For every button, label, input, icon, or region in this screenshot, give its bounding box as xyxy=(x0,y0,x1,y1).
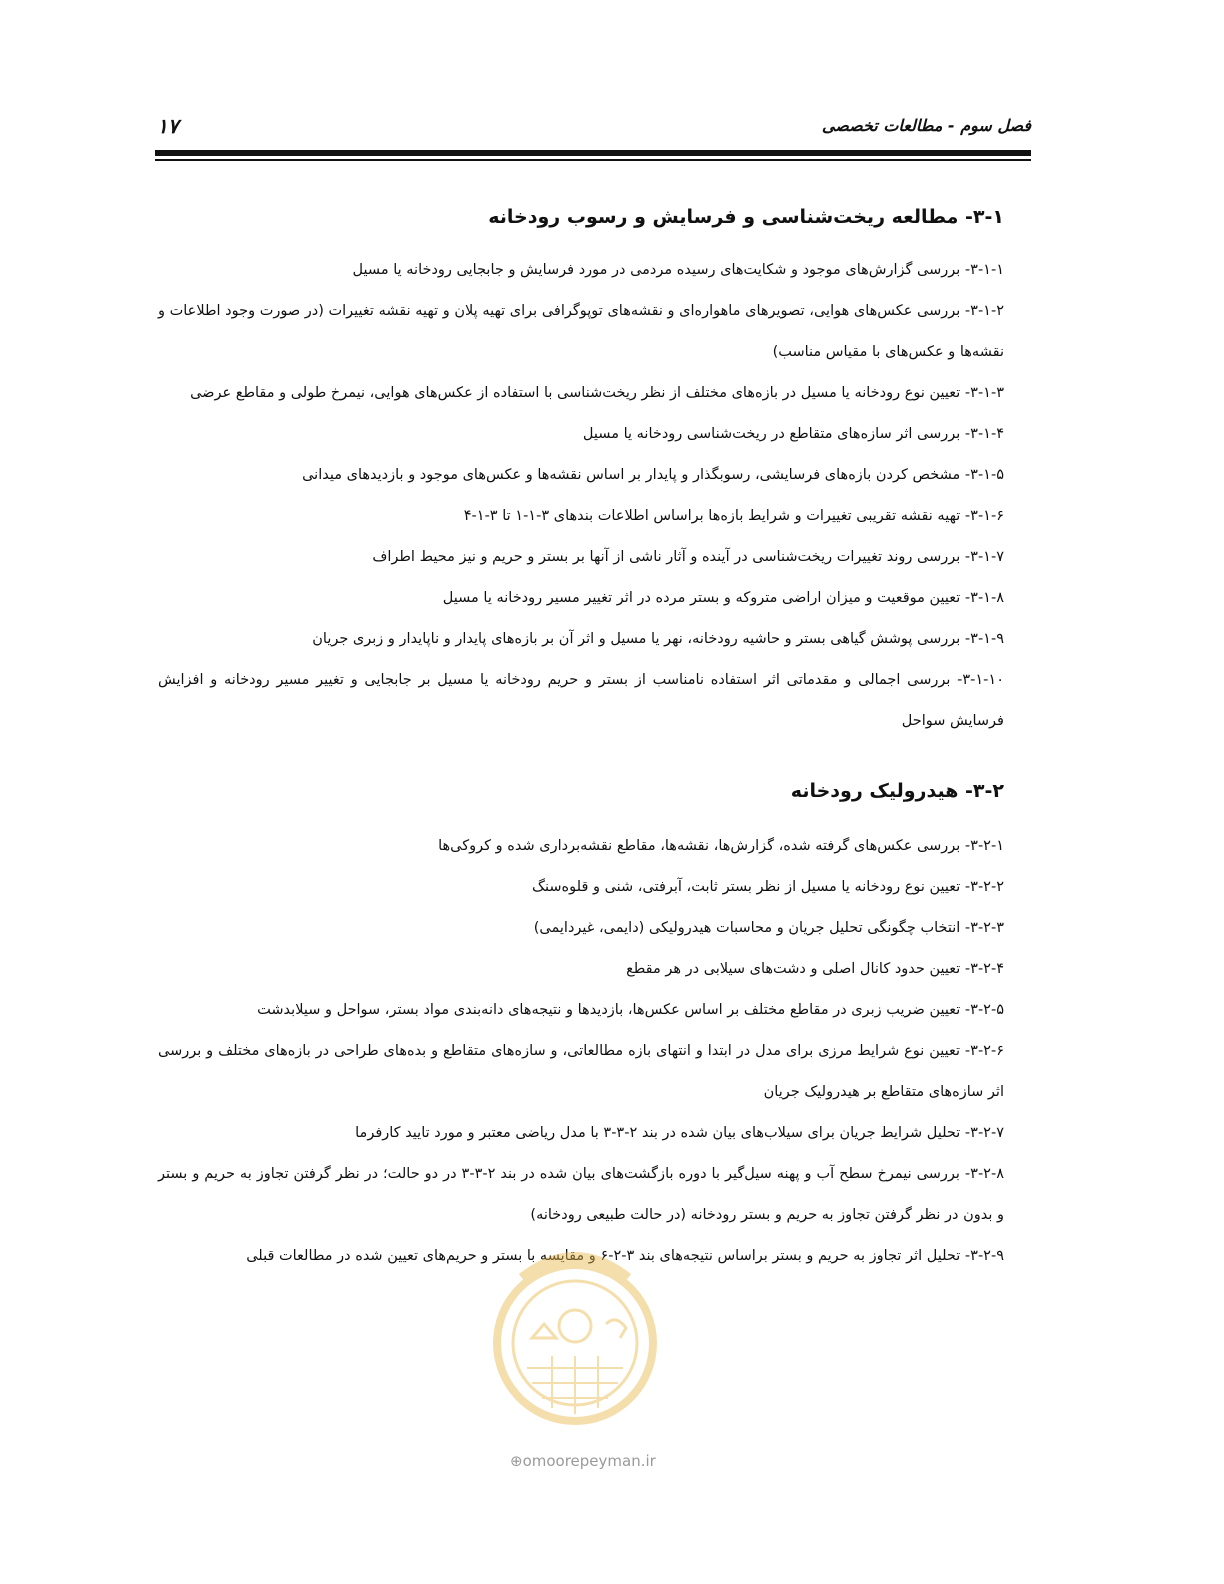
page-content xyxy=(158,196,1004,1277)
page-number: ۱۷ xyxy=(157,114,179,138)
header-rule-thick xyxy=(155,150,1031,156)
list-item: ۳-۲-۵- تعیین ضریب زبری در مقاطع مختلف بر اساس عکس‌ها، بازدیدها و نتیجه‌های دانه‌بندی مواد بستر، سواحل و سیلابدشت xyxy=(257,1002,1004,1018)
watermark-site-text: omoorepeyman.ir xyxy=(522,1452,656,1470)
list-item: ۳-۱-۳- تعیین نوع رودخانه یا مسیل در بازه‌های مختلف از نظر ریخت‌شناسی با استفاده از عکس‌های هوایی، نیمرخ طولی و مقاطع عرضی xyxy=(190,385,1004,401)
list-item: ۳-۲-۷- تحلیل شرایط جریان برای سیلاب‌های بیان شده در بند ۲-۳-۳ با مدل ریاضی معتبر و مورد تایید کارفرما xyxy=(355,1125,1004,1141)
list-item: ۳-۱-۱- بررسی گزارش‌های موجود و شکایت‌های رسیده مردمی در مورد فرسایش و جابجایی رودخانه یا مسیل xyxy=(352,262,1004,278)
page-header xyxy=(155,116,1031,144)
chapter-title: فصل سوم - مطالعات تخصصی xyxy=(821,116,1031,135)
list-item: ۳-۱-۸- تعیین موقعیت و میزان اراضی متروکه و بستر مرده در اثر تغییر مسیر رودخانه یا مسیل xyxy=(442,590,1004,606)
section-heading-hydraulics: ۳-۲- هیدرولیک رودخانه xyxy=(790,780,1004,802)
watermark-logo-icon xyxy=(482,1238,668,1438)
list-item: ۳-۱-۷- بررسی روند تغییرات ریخت‌شناسی در آینده و آثار ناشی از آنها بر بستر و حریم و نیز محیط اطراف xyxy=(372,549,1004,565)
list-item: ۳-۱-۵- مشخص کردن بازه‌های فرسایشی، رسوبگذار و پایدار بر اساس نقشه‌ها و عکس‌های موجود و بازدیدهای میدانی xyxy=(302,467,1004,483)
list-item: ۳-۲-۱- بررسی عکس‌های گرفته شده، گزارش‌ها، نقشه‌ها، مقاطع نقشه‌برداری شده و کروکی‌ها xyxy=(438,838,1004,854)
section-list-morphology xyxy=(158,250,1004,742)
list-item: ۳-۲-۶- تعیین نوع شرایط مرزی برای مدل در ابتدا و انتهای بازه مطالعاتی، و سازه‌های متقاطع و بده‌های طراحی در بازه‌های مختلف و بررسی اثر سازه‌های متقاطع بر هیدرولیک جریان xyxy=(158,1043,1004,1100)
list-item: ۳-۲-۹- تحلیل اثر تجاوز به حریم و بستر براساس نتیجه‌های بند ۳-۲-۶ و مقایسه با بستر و حریم‌های تعیین شده در مطالعات قبلی xyxy=(246,1248,1004,1264)
list-item: ۳-۲-۲- تعیین نوع رودخانه یا مسیل از نظر بستر ثابت، آبرفتی، شنی و قلوه‌سنگ xyxy=(532,879,1004,895)
list-item: ۳-۱-۶- تهیه نقشه تقریبی تغییرات و شرایط بازه‌ها براساس اطلاعات بندهای ۳-۱-۱ تا ۳-۱-۴ xyxy=(463,508,1004,524)
watermark-site xyxy=(510,1452,656,1470)
list-item: ۳-۲-۸- بررسی نیمرخ سطح آب و پهنه سیل‌گیر با دوره بازگشت‌های بیان شده در بند ۲-۳-۳ در دو حالت؛ در نظر گرفتن تجاوز به حریم و بستر و بدون در نظر گرفتن تجاوز به حریم و بستر رودخانه (در حالت طبیعی رودخانه) xyxy=(158,1166,1004,1223)
list-item: ۳-۱-۲- بررسی عکس‌های هوایی، تصویرهای ماهواره‌ای و نقشه‌های توپوگرافی برای تهیه پلان و تهیه نقشه تغییرات (در صورت وجود اطلاعات و نقشه‌ها و عکس‌های با مقیاس مناسب) xyxy=(158,303,1004,360)
list-item: ۳-۱-۱۰- بررسی اجمالی و مقدماتی اثر استفاده نامناسب از بستر و حریم رودخانه یا مسیل بر جابجایی و تغییر مسیر رودخانه و افزایش فرسایش سواحل xyxy=(158,672,1004,729)
section-list-hydraulics xyxy=(158,826,1004,1277)
header-rule-thin xyxy=(155,159,1031,161)
list-item: ۳-۲-۴- تعیین حدود کانال اصلی و دشت‌های سیلابی در هر مقطع xyxy=(626,961,1004,977)
section-heading-morphology: ۳-۱- مطالعه ریخت‌شناسی و فرسایش و رسوب رودخانه xyxy=(488,206,1004,228)
list-item: ۳-۱-۹- بررسی پوشش گیاهی بستر و حاشیه رودخانه، نهر یا مسیل و اثر آن بر بازه‌های پایدار و ناپایدار و زبری جریان xyxy=(312,631,1004,647)
list-item: ۳-۲-۳- انتخاب چگونگی تحلیل جریان و محاسبات هیدرولیکی (دایمی، غیردایمی) xyxy=(533,920,1004,936)
globe-icon: ⊕ xyxy=(510,1452,523,1470)
list-item: ۳-۱-۴- بررسی اثر سازه‌های متقاطع در ریخت‌شناسی رودخانه یا مسیل xyxy=(582,426,1004,442)
